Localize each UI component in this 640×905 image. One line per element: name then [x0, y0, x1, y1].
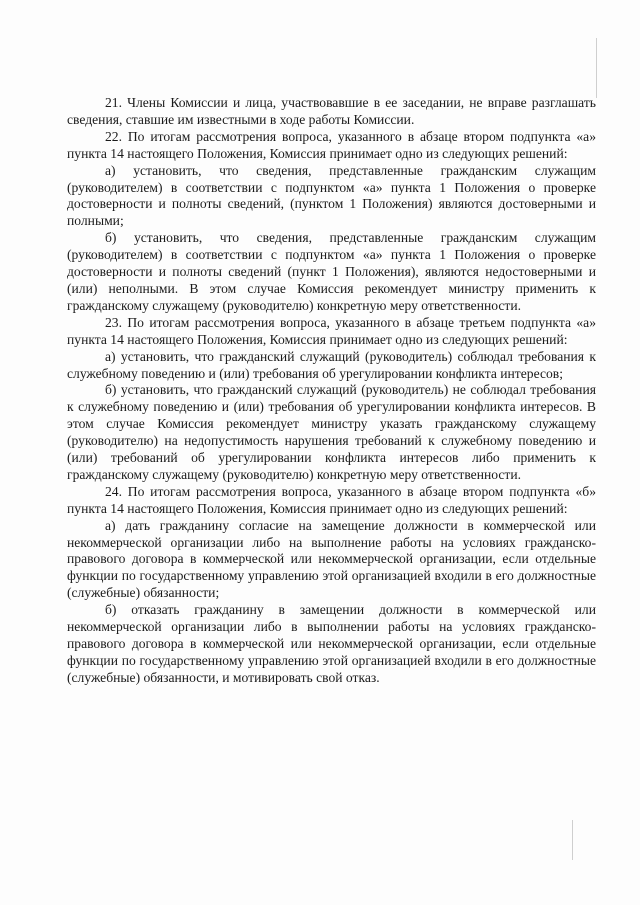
scan-artifact: [572, 820, 573, 860]
document-body: [67, 95, 596, 687]
paragraph-22-a: а) установить, что сведения, представленные гражданским служащим (руководителем) в соответствии с подпунктом «а» пункта 1 Положения о проверке достоверности и полноты сведений, (пунктом 1 Положения) являются достоверными и полными;: [67, 162, 596, 229]
paragraph-22-b: б) установить, что сведения, представленные гражданским служащим (руководителем) в соответствии с подпунктом «а» пункта 1 Положения о проверке достоверности и полноты сведений (пункт 1 Положения), являются недостоверными и (или) неполными. В этом случае Комиссия рекомендует министру применить к гражданскому служащему (руководителю) конкретную меру ответственности.: [67, 230, 596, 313]
paragraph-21: 21. Члены Комиссии и лица, участвовавшие в ее заседании, не вправе разглашать сведения, ставшие им известными в ходе работы Комиссии.: [67, 95, 596, 127]
paragraph-24-b: б) отказать гражданину в замещении должности в коммерческой или некоммерческой организации либо в выполнении работы на условиях гражданско-правового договора в коммерческой или некоммерческой организации, если отдельные функции по государственному управлению этой организацией входили в его должностные (служебные) обязанности, и мотивировать свой отказ.: [67, 602, 596, 685]
paragraph-23-b: б) установить, что гражданский служащий (руководитель) не соблюдал требования к служебному поведению и (или) требования об урегулировании конфликта интересов. В этом случае Комиссия рекомендует министру указать гражданскому служащему (руководителю) на недопустимость нарушения требований к служебному поведению и (или) требований об урегулировании конфликта интересов либо применить к гражданскому служащему (руководителю) конкретную меру ответственности.: [67, 382, 596, 482]
paragraph-23: 23. По итогам рассмотрения вопроса, указанного в абзаце третьем подпункта «а» пункта 14 настоящего Положения, Комиссия принимает одно из следующих решений:: [67, 314, 596, 347]
paragraph-24: 24. По итогам рассмотрения вопроса, указанного в абзаце втором подпункта «б» пункта 14 настоящего Положения, Комиссия принимает одно из следующих решений:: [67, 483, 596, 516]
paragraph-24-a: а) дать гражданину согласие на замещение должности в коммерческой или некоммерческой организации либо на выполнение работы на условиях гражданско-правового договора в коммерческой или некоммерческой организации, если отдельные функции по государственному управлению этой организацией входили в его должностные (служебные) обязанности;: [67, 517, 596, 601]
scan-artifact: [596, 38, 597, 98]
paragraph-23-a: а) установить, что гражданский служащий (руководитель) соблюдал требования к служебному поведению и (или) требования об урегулировании конфликта интересов;: [67, 348, 596, 381]
paragraph-22: 22. По итогам рассмотрения вопроса, указанного в абзаце втором подпункта «а» пункта 14 настоящего Положения, Комиссия принимает одно из следующих решений:: [67, 128, 596, 161]
